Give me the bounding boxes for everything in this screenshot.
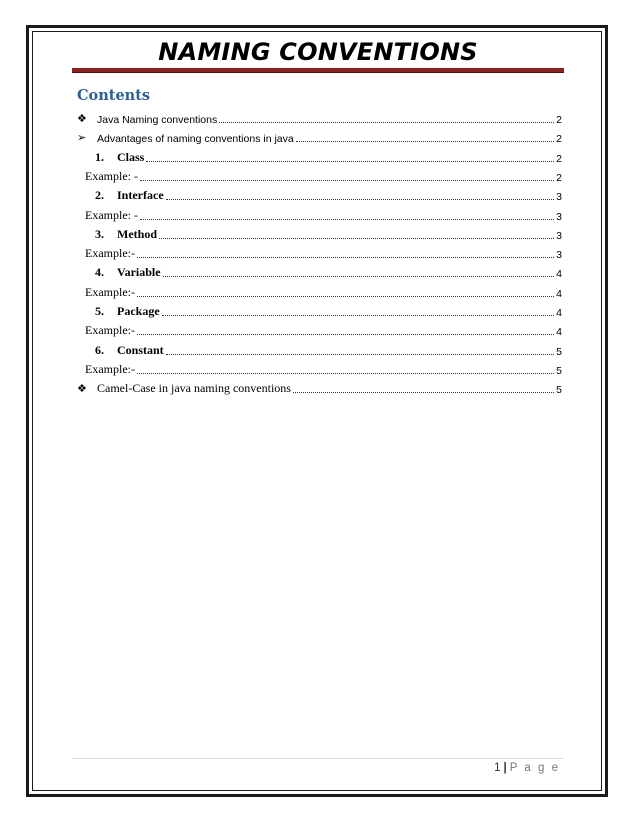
toc-entry-label <box>95 304 160 319</box>
page-number: 1 <box>494 762 501 774</box>
toc-entry-text: Class <box>117 149 145 164</box>
toc-entry-label <box>95 227 157 242</box>
toc-entry-label <box>85 362 135 377</box>
toc-entry[interactable] <box>77 205 562 223</box>
page-label: P a g e <box>509 762 560 774</box>
toc-dot-leader <box>137 372 554 374</box>
toc-entry-label <box>97 114 217 126</box>
toc-entry-text: Example:- <box>85 323 135 338</box>
toc-page-number: 4 <box>556 287 562 300</box>
toc-entry-label <box>85 246 135 261</box>
toc-entry-label <box>95 343 164 358</box>
toc-entry-text: Variable <box>117 265 161 280</box>
toc-dot-leader <box>137 295 554 297</box>
toc-entry-text: Constant <box>117 342 164 357</box>
toc-entry-text: Package <box>117 304 160 318</box>
toc-entry-text: Camel-Case in java naming conventions <box>97 381 291 396</box>
toc-page-number: 3 <box>556 249 562 262</box>
toc-page-number: 2 <box>556 171 562 184</box>
toc-page-number: 4 <box>556 307 562 319</box>
toc-page-number: 3 <box>556 229 562 242</box>
toc-entry-number: 4. <box>95 265 104 280</box>
toc-entry-label <box>85 208 138 223</box>
toc-entry-number: 2. <box>95 188 104 203</box>
toc-page-number: 5 <box>556 384 562 397</box>
footer-divider <box>72 758 564 759</box>
toc-entry[interactable] <box>77 224 562 242</box>
toc-entry[interactable] <box>77 127 562 145</box>
toc-entry-text: Interface <box>117 188 164 203</box>
toc-entry-text: Java Naming conventions <box>97 114 218 126</box>
toc-entry[interactable] <box>77 359 562 377</box>
toc-entry[interactable] <box>77 147 562 165</box>
toc-entry[interactable] <box>77 282 562 300</box>
toc-entry[interactable] <box>77 166 562 184</box>
toc-entry-label <box>95 188 164 203</box>
footer-separator: | <box>503 762 507 774</box>
toc-page-number: 2 <box>556 114 562 126</box>
toc-page-number: 3 <box>556 210 562 223</box>
toc-dot-leader <box>159 237 554 239</box>
toc-entry[interactable] <box>77 340 562 358</box>
toc-entry-label <box>97 381 291 396</box>
diamond-bullet-icon: ❖ <box>77 112 87 125</box>
toc-entry-text: Example:- <box>85 284 135 299</box>
toc-entry[interactable] <box>77 262 562 280</box>
toc-heading: Contents <box>77 87 151 104</box>
toc-entry-label <box>95 265 161 280</box>
toc-entry-text: Advantages of naming conventions in java <box>97 133 294 146</box>
toc-dot-leader <box>140 218 554 220</box>
toc-entry-label <box>85 323 135 338</box>
toc-dot-leader <box>293 391 554 393</box>
toc-page-number: 4 <box>556 326 562 339</box>
toc-entry-label <box>97 133 294 145</box>
toc-dot-leader <box>163 275 555 277</box>
toc-entry-number: 5. <box>95 304 104 318</box>
arrow-bullet-icon: ➢ <box>77 131 87 145</box>
toc-entry-label <box>85 169 138 184</box>
toc-entry-label <box>85 285 135 300</box>
toc-entry[interactable] <box>77 243 562 261</box>
toc-entry-text: Example: - <box>85 207 138 222</box>
toc-dot-leader <box>166 198 555 200</box>
diamond-bullet-icon: ❖ <box>77 382 87 396</box>
toc-dot-leader <box>137 333 554 335</box>
title-underline <box>72 68 564 73</box>
toc-dot-leader <box>137 256 554 258</box>
toc-entry-text: Method <box>117 226 157 241</box>
document-title: NAMING CONVENTIONS <box>158 38 478 66</box>
toc-entry[interactable] <box>77 378 562 396</box>
toc-entry-number: 6. <box>95 342 104 357</box>
toc-dot-leader <box>166 353 554 355</box>
toc-dot-leader <box>162 314 555 316</box>
page-footer <box>72 762 560 774</box>
toc-dot-leader <box>146 160 554 162</box>
toc-dot-leader <box>296 140 554 142</box>
toc-entry-number: 3. <box>95 226 104 241</box>
toc-entry-number: 1. <box>95 149 104 164</box>
toc-page-number: 5 <box>556 345 562 358</box>
toc-entry[interactable] <box>77 301 562 319</box>
toc-dot-leader <box>219 121 554 123</box>
toc-page-number: 4 <box>556 268 562 281</box>
toc-page-number: 2 <box>556 133 562 146</box>
toc-entry[interactable] <box>77 320 562 338</box>
toc-entry-label <box>95 150 144 165</box>
toc-entry[interactable] <box>77 108 562 126</box>
toc-entry-text: Example:- <box>85 361 135 376</box>
toc-entry-text: Example:- <box>85 246 135 261</box>
toc-page-number: 5 <box>556 364 562 377</box>
toc-page-number: 2 <box>556 152 562 165</box>
toc-dot-leader <box>140 179 554 181</box>
toc-entry[interactable] <box>77 185 562 203</box>
toc-page-number: 3 <box>556 191 562 204</box>
toc-entry-text: Example: - <box>85 168 138 183</box>
